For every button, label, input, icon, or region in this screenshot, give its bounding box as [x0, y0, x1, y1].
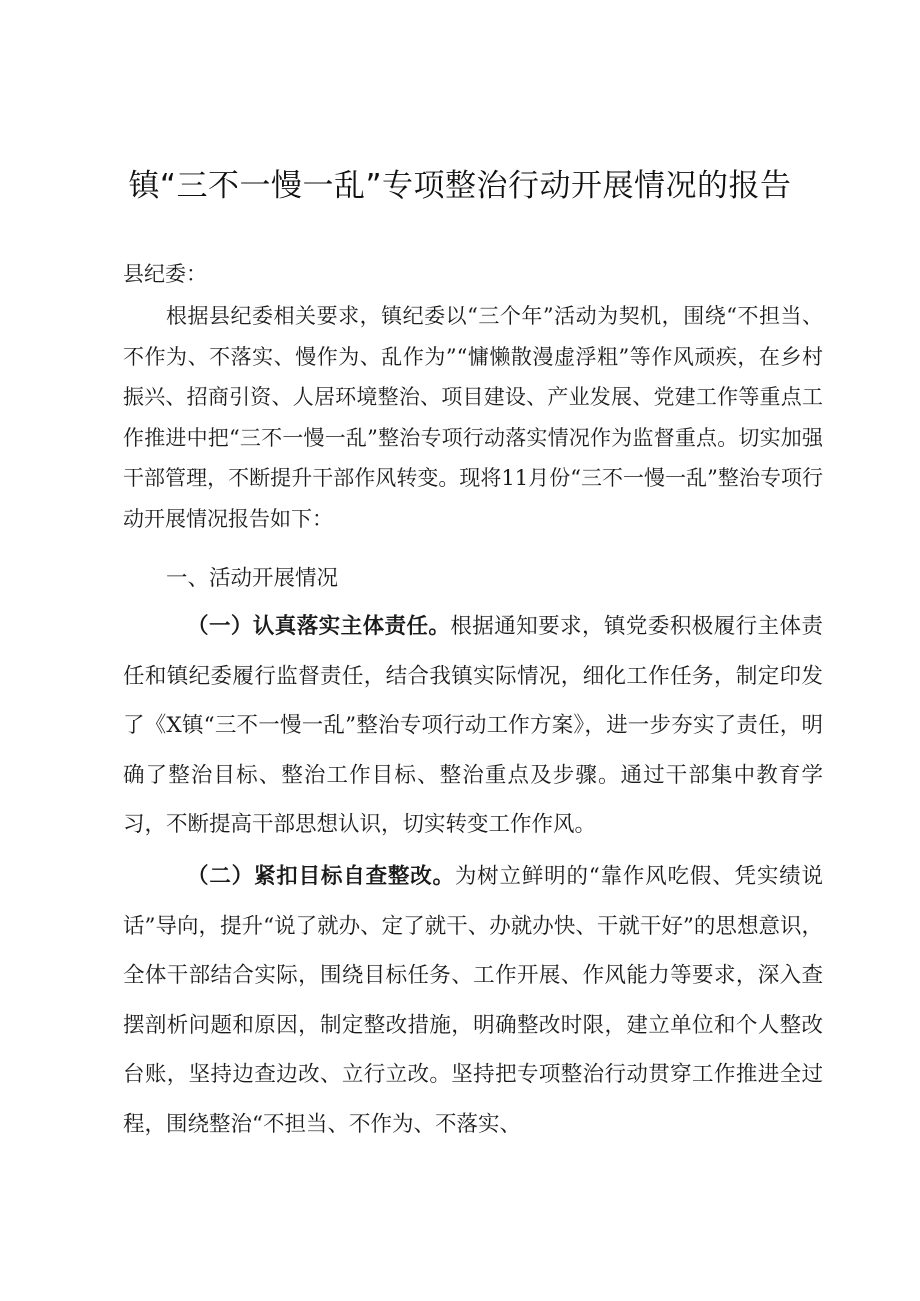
salutation: 县纪委：: [123, 262, 207, 286]
section-1-text: 根据通知要求，镇党委积极履行主体责任和镇纪委履行监督责任，结合我镇实际情况，细化工作任务，制定印发了《X镇“三不一慢一乱”整治专项行动工作方案》，进一步夯实了责任，明确了整治目标、整治工作目标、整治重点及步骤。通过干部集中教育学习，不断提高干部思想认识，切实转变工作作风。: [123, 614, 823, 837]
section-2-paragraph: [123, 852, 823, 1149]
section-heading: 一、活动开展情况: [166, 566, 339, 591]
section-1-lead: （一）认真落实主体责任。: [187, 614, 451, 639]
section-2-text: 为树立鲜明的“靠作风吃假、凭实绩说话”导向，提升“说了就办、定了就干、办就办快、干就干好”的思想意识，全体干部结合实际，围绕目标任务、工作开展、作风能力等要求，深入查摆剖析问题和原因，制定整改措施，明确整改时限，建立单位和个人整改台账，坚持边查边改、立行立改。坚持把专项整治行动贯穿工作推进全过程，围绕整治“不担当、不作为、不落实、: [123, 864, 823, 1137]
section-1-paragraph: [123, 602, 823, 850]
document-title: 镇“三不一慢一乱”专项整治行动开展情况的报告: [128, 168, 792, 204]
intro-paragraph: 根据县纪委相关要求，镇纪委以“三个年”活动为契机，围绕“不担当、不作为、不落实、慢作为、乱作为”“慵懒散漫虚浮粗”等作风顽疾，在乡村振兴、招商引资、人居环境整治、项目建设、产业发展、党建工作等重点工作推进中把“三不一慢一乱”整治专项行动落实情况作为监督重点。切实加强干部管理，不断提升干部作风转变。现将11月份“三不一慢一乱”整治专项行动开展情况报告如下：: [123, 304, 823, 531]
section-2-lead: （二）紧扣目标自查整改。: [187, 864, 455, 889]
